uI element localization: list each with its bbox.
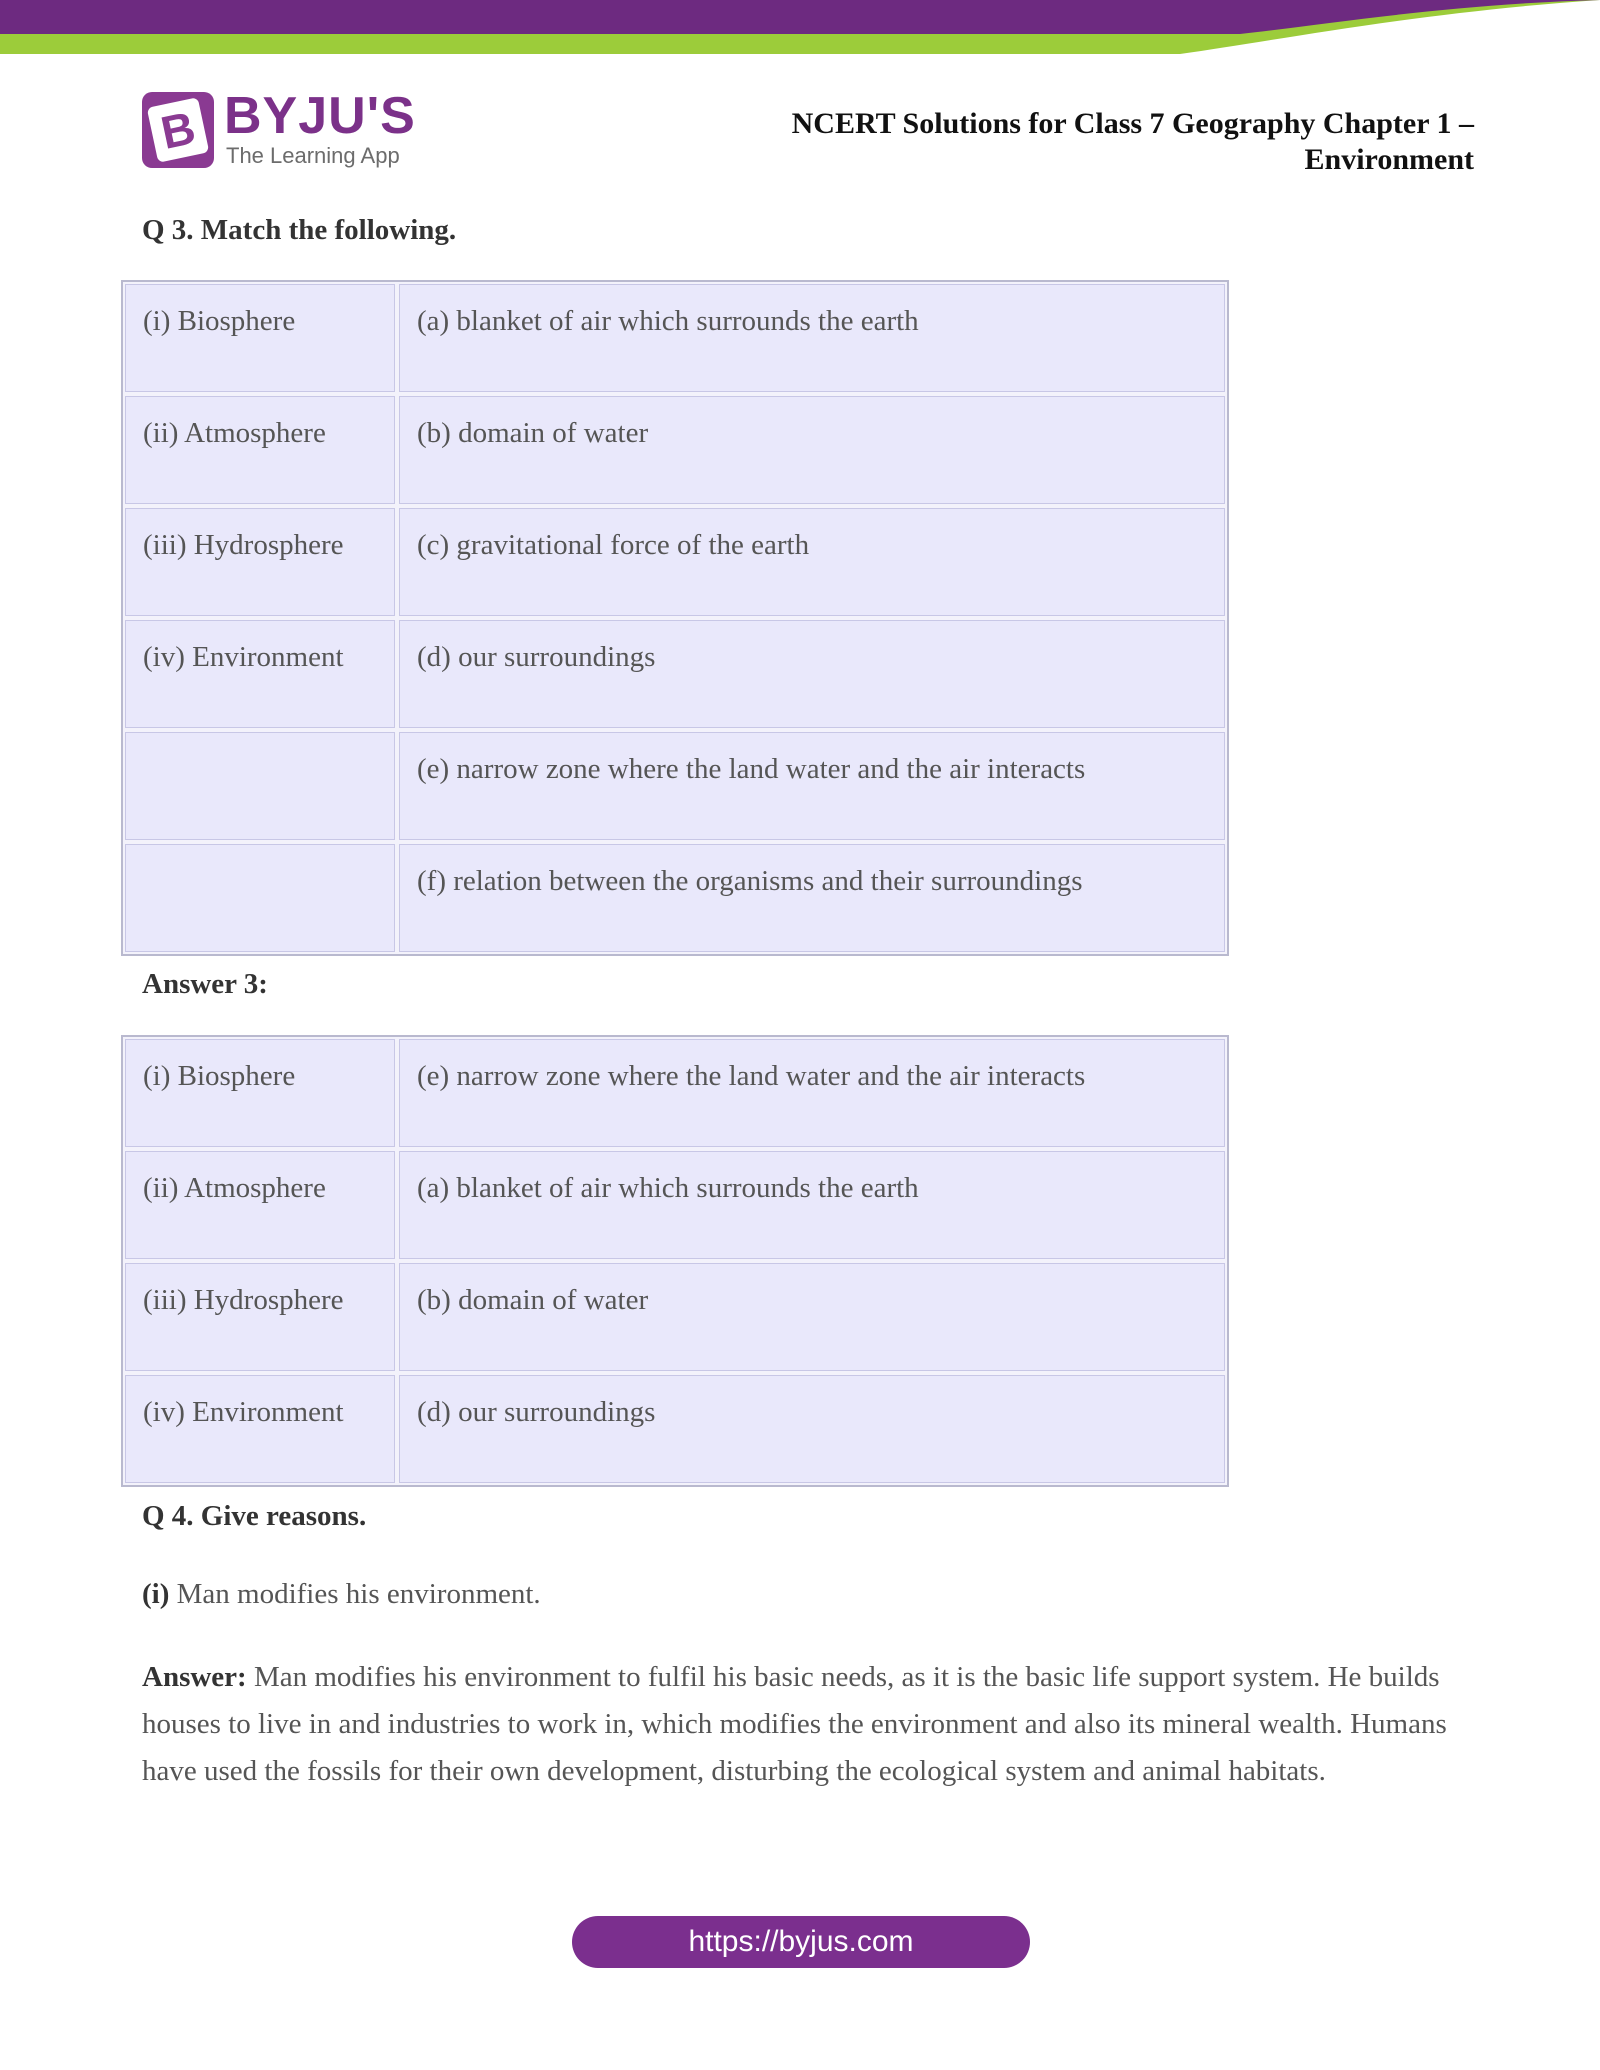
answer3-heading: Answer 3: <box>142 968 268 1000</box>
q3-heading: Q 3. Match the following. <box>142 214 457 246</box>
table-cell: (iv) Environment <box>125 620 395 728</box>
question-number: (i) <box>142 1578 170 1610</box>
table-cell: (d) our surroundings <box>399 620 1225 728</box>
table-row <box>123 618 1227 730</box>
answer-label: Answer: <box>142 1661 247 1693</box>
question-text: Man modifies his environment. <box>169 1578 541 1610</box>
table-cell <box>125 732 395 840</box>
table-cell: (iii) Hydrosphere <box>125 1263 395 1371</box>
footer-url-link[interactable]: https://byjus.com <box>572 1916 1030 1968</box>
table-cell <box>125 844 395 952</box>
table-cell: (b) domain of water <box>399 1263 1225 1371</box>
table-row <box>123 1149 1227 1261</box>
brand-tagline: The Learning App <box>226 143 400 168</box>
table-cell: (iv) Environment <box>125 1375 395 1483</box>
table-cell: (f) relation between the organisms and their surroundings <box>399 844 1225 952</box>
q3-match-table <box>121 280 1229 956</box>
top-banner <box>0 0 1600 60</box>
q4-question <box>142 1578 541 1611</box>
byjus-logo <box>142 87 416 172</box>
table-row <box>123 1373 1227 1485</box>
table-cell: (iii) Hydrosphere <box>125 508 395 616</box>
table-cell: (ii) Atmosphere <box>125 1151 395 1259</box>
brand-name: BYJU'S <box>224 87 416 145</box>
table-cell: (e) narrow zone where the land water and the air interacts <box>399 732 1225 840</box>
answer3-match-table <box>121 1035 1229 1487</box>
table-row <box>123 1037 1227 1149</box>
table-row <box>123 282 1227 394</box>
document-title: NCERT Solutions for Class 7 Geography Chapter 1 – Environment <box>791 107 1474 176</box>
table-cell: (a) blanket of air which surrounds the earth <box>399 284 1225 392</box>
logo-mark <box>142 92 214 168</box>
answer-text: Man modifies his environment to fulfil his basic needs, as it is the basic life support system. He builds houses to live in and industries to work in, which modifies the environment and also its mineral wealth. Humans have used the fossils for their own development, disturbing the ecological system and animal habitats. <box>142 1661 1447 1787</box>
table-row <box>123 1261 1227 1373</box>
table-row <box>123 842 1227 954</box>
table-cell: (a) blanket of air which surrounds the earth <box>399 1151 1225 1259</box>
q4-heading: Q 4. Give reasons. <box>142 1500 367 1532</box>
table-cell: (i) Biosphere <box>125 1039 395 1147</box>
table-row <box>123 730 1227 842</box>
logo-letter: B <box>147 97 210 163</box>
table-cell: (b) domain of water <box>399 396 1225 504</box>
table-cell: (d) our surroundings <box>399 1375 1225 1483</box>
table-row <box>123 506 1227 618</box>
table-cell: (i) Biosphere <box>125 284 395 392</box>
table-cell: (ii) Atmosphere <box>125 396 395 504</box>
table-row <box>123 394 1227 506</box>
table-cell: (c) gravitational force of the earth <box>399 508 1225 616</box>
q4-answer <box>142 1654 1462 1795</box>
table-cell: (e) narrow zone where the land water and the air interacts <box>399 1039 1225 1147</box>
